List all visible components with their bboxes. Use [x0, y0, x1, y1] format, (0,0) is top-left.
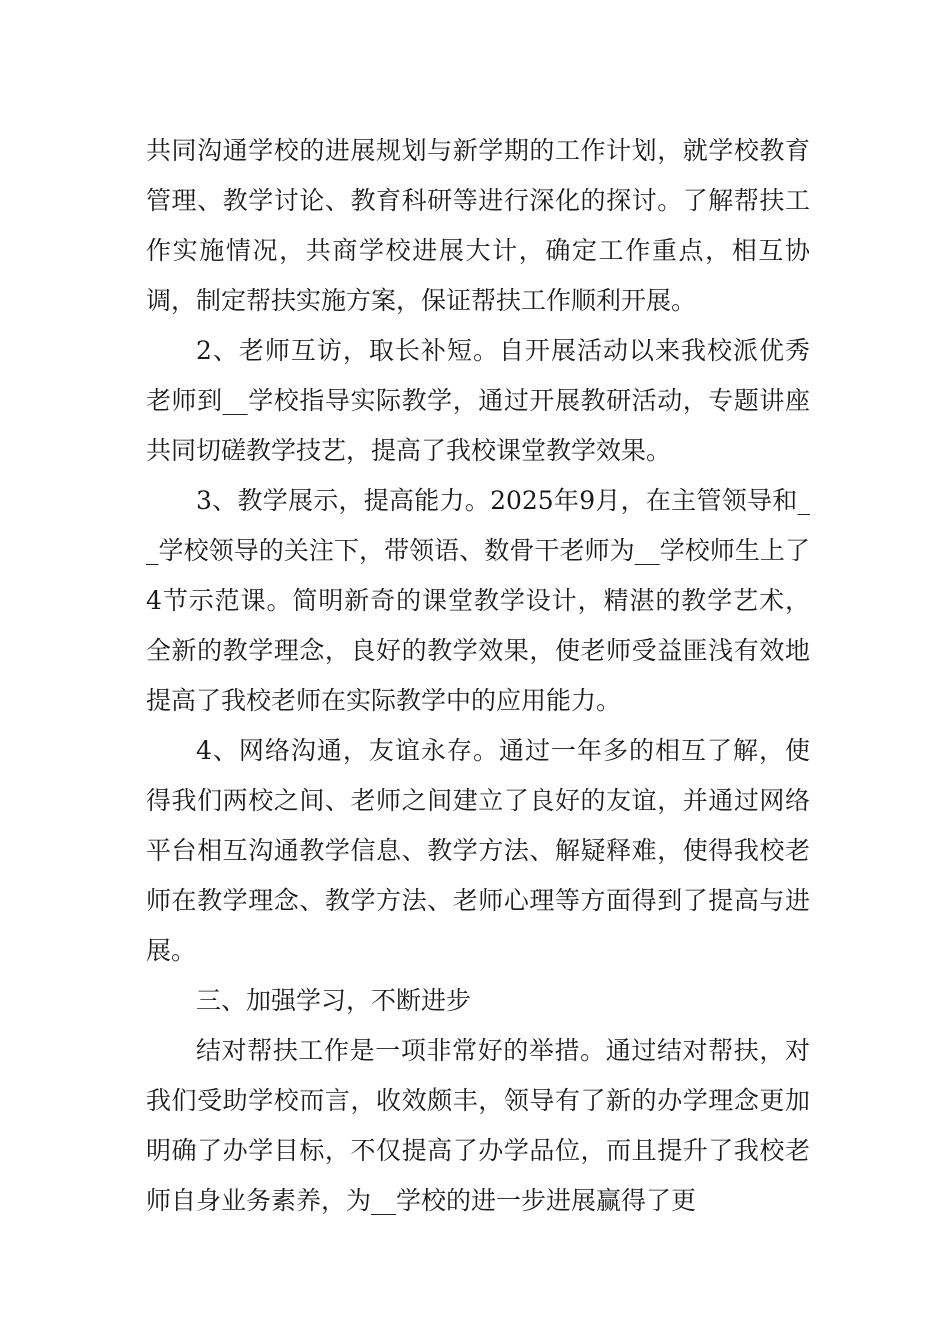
paragraph-3: 3、教学展示，提高能力。2025年9月，在主管领导和__学校领导的关注下，带领语、数骨干老师为__学校师生上了4节示范课。简明新奇的课堂教学设计，精湛的教学艺术，全新的教学理念，良好的教学效果，使老师受益匪浅有效地提高了我校老师在实际教学中的应用能力。: [146, 486, 810, 715]
document-body: [146, 126, 810, 1226]
paragraph-1: 共同沟通学校的进展规划与新学期的工作计划，就学校教育管理、教学讨论、教育科研等进行深化的探讨。了解帮扶工作实施情况，共商学校进展大计，确定工作重点，相互协调，制定帮扶实施方案，保证帮扶工作顺利开展。: [146, 136, 810, 315]
paragraph-5: 结对帮扶工作是一项非常好的举措。通过结对帮扶，对我们受助学校而言，收效颇丰，领导有了新的办学理念更加明确了办学目标，不仅提高了办学品位，而且提升了我校老师自身业务素养，为__学校的进一步进展赢得了更: [146, 1036, 810, 1215]
paragraph-4: 4、网络沟通，友谊永存。通过一年多的相互了解，使得我们两校之间、老师之间建立了良好的友谊，并通过网络平台相互沟通教学信息、教学方法、解疑释难，使得我校老师在教学理念、教学方法、老师心理等方面得到了提高与进展。: [146, 736, 810, 965]
section-heading: 三、加强学习，不断进步: [196, 986, 472, 1015]
paragraph-2: 2、老师互访，取长补短。自开展活动以来我校派优秀老师到__学校指导实际教学，通过开展教研活动，专题讲座共同切磋教学技艺，提高了我校课堂教学效果。: [146, 336, 810, 465]
